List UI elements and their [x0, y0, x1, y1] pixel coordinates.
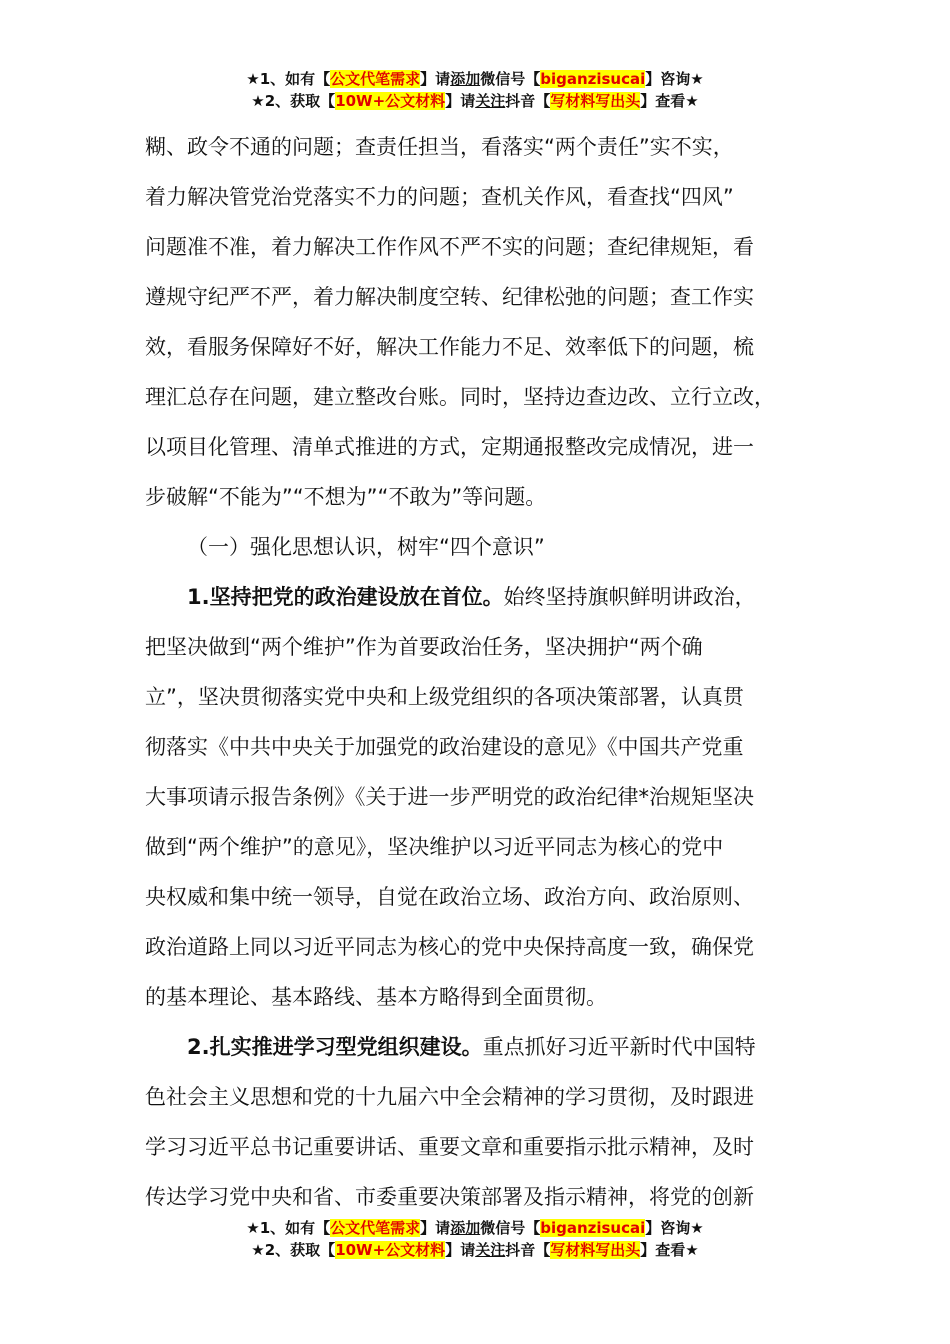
- bottom-banner: [0, 1217, 950, 1261]
- banner-text: 微信号【: [480, 1219, 541, 1237]
- item-2-title: 2.扎实推进学习型党组织建设。: [187, 1035, 483, 1059]
- item-1: [145, 572, 810, 1022]
- banner-text: ★2、获取【: [251, 1241, 336, 1259]
- banner-line-1: [0, 1217, 950, 1239]
- text-line: 步破解“不能为”“不想为”“不敢为”等问题。: [145, 485, 547, 509]
- text-line: 政治道路上同以习近平同志为核心的党中央保持高度一致，确保党: [145, 935, 754, 959]
- item-2: [145, 1022, 810, 1222]
- banner-underline: 添加: [450, 1219, 481, 1237]
- item-1-title: 1.坚持把党的政治建设放在首位。: [187, 585, 504, 609]
- banner-underline: 添加: [450, 70, 481, 88]
- text-line: 把坚决做到“两个维护”作为首要政治任务，坚决拥护“两个确: [145, 635, 703, 659]
- banner-underline: 关注: [475, 1241, 506, 1259]
- banner-text: 】咨询★: [645, 1219, 704, 1237]
- banner-highlight: 写材料写出头: [550, 1241, 641, 1259]
- banner-highlight: biganzisucai: [540, 70, 646, 88]
- text-line: 大事项请示报告条例》《关于进一步严明党的政治纪律*治规矩坚决: [145, 785, 754, 809]
- banner-text: ★1、如有【: [246, 70, 331, 88]
- text-line: 传达学习党中央和省、市委重要决策部署及指示精神，将党的创新: [145, 1185, 754, 1209]
- text-line: 央权威和集中统一领导，自觉在政治立场、政治方向、政治原则、: [145, 885, 754, 909]
- item-2-first-rest: 重点抓好习近平新时代中国特: [482, 1035, 756, 1059]
- banner-line-2: [0, 90, 950, 112]
- item-2-first-line: [145, 1022, 810, 1072]
- text-line: 做到“两个维护”的意见》，坚决维护以习近平同志为核心的党中: [145, 835, 724, 859]
- banner-highlight: biganzisucai: [540, 1219, 646, 1237]
- text-line: 问题准不准，着力解决工作作风不严不实的问题；查纪律规矩，看: [145, 235, 754, 259]
- banner-highlight: 写材料写出头: [550, 92, 641, 110]
- banner-text: 抖音【: [505, 1241, 551, 1259]
- banner-highlight: 公文代笔需求: [330, 1219, 421, 1237]
- text-line: 着力解决管党治党落实不力的问题；查机关作风，看查找“四风”: [145, 185, 734, 209]
- banner-text: ★2、获取【: [251, 92, 336, 110]
- banner-text: 】请: [420, 1219, 451, 1237]
- paragraph-1: [145, 122, 810, 522]
- banner-text: 】查看★: [640, 92, 699, 110]
- banner-text: 】咨询★: [645, 70, 704, 88]
- banner-underline: 关注: [475, 92, 506, 110]
- banner-highlight: 公文代笔需求: [330, 70, 421, 88]
- item-1-first-line: [145, 572, 810, 622]
- item-1-first-rest: 始终坚持旗帜鲜明讲政治，: [503, 585, 756, 609]
- banner-text: 】请: [420, 70, 451, 88]
- text-line: 以项目化管理、清单式推进的方式，定期通报整改完成情况，进一: [145, 435, 754, 459]
- document-body: [145, 122, 810, 1222]
- banner-highlight: 10W+公文材料: [335, 92, 446, 110]
- banner-line-1: [0, 68, 950, 90]
- banner-text: 】查看★: [640, 1241, 699, 1259]
- text-line: 学习习近平总书记重要讲话、重要文章和重要指示批示精神，及时: [145, 1135, 754, 1159]
- text-line: 彻落实《中共中央关于加强党的政治建设的意见》《中国共产党重: [145, 735, 744, 759]
- banner-text: 】请: [445, 92, 476, 110]
- section-heading: （一）强化思想认识，树牢“四个意识”: [187, 535, 545, 559]
- banner-text: ★1、如有【: [246, 1219, 331, 1237]
- text-line: 效，看服务保障好不好，解决工作能力不足、效率低下的问题，梳: [145, 335, 754, 359]
- top-banner: [0, 68, 950, 112]
- banner-text: 抖音【: [505, 92, 551, 110]
- text-line: 色社会主义思想和党的十九届六中全会精神的学习贯彻，及时跟进: [145, 1085, 754, 1109]
- text-line: 的基本理论、基本路线、基本方略得到全面贯彻。: [145, 985, 607, 1009]
- banner-text: 微信号【: [480, 70, 541, 88]
- text-line: 立”，坚决贯彻落实党中央和上级党组织的各项决策部署，认真贯: [145, 685, 744, 709]
- text-line: 糊、政令不通的问题；查责任担当，看落实“两个责任”实不实，: [145, 135, 734, 159]
- text-line: 遵规守纪严不严，着力解决制度空转、纪律松弛的问题；查工作实: [145, 285, 754, 309]
- banner-line-2: [0, 1239, 950, 1261]
- banner-text: 】请: [445, 1241, 476, 1259]
- text-line: 理汇总存在问题，建立整改台账。同时，坚持边查边改、立行立改，: [145, 385, 775, 409]
- banner-highlight: 10W+公文材料: [335, 1241, 446, 1259]
